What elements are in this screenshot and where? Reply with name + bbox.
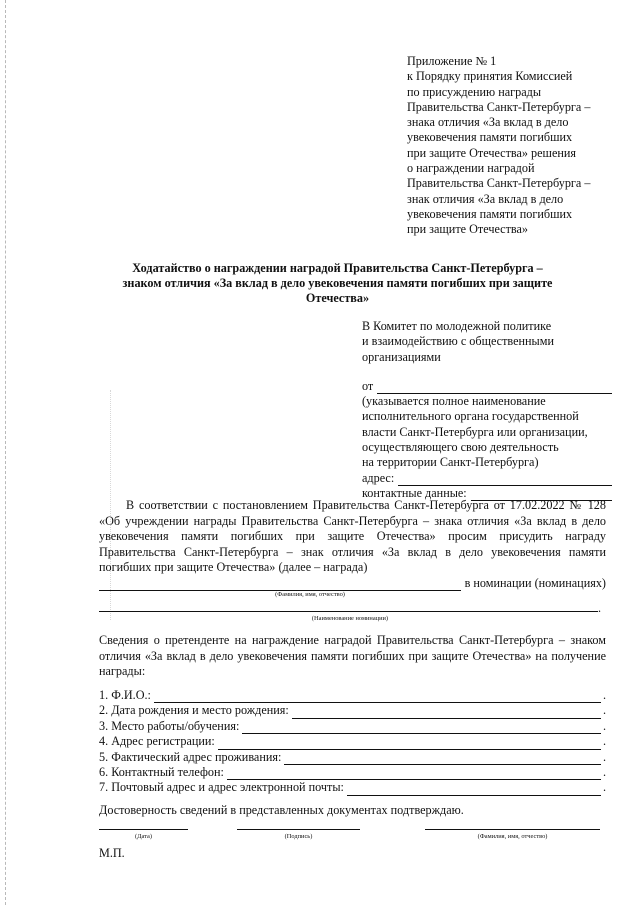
document-title (100, 261, 575, 307)
appendix-line: о награждении наградой (407, 161, 535, 176)
field-input-line[interactable] (242, 722, 601, 734)
field-work[interactable] (99, 719, 606, 734)
appendix-line: увековечения памяти погибших (407, 206, 573, 221)
signer-name-input-line[interactable] (425, 829, 600, 830)
caption-signer-name: (Фамилия, имя, отчество) (477, 833, 548, 840)
field-label: 1. Ф.И.О.: (99, 687, 151, 702)
caption-date: (Дата) (135, 833, 152, 840)
from-note-line: власти Санкт-Петербурга или организации, (362, 424, 588, 439)
title-line: Ходатайство о награждении наградой Правительства Санкт-Петербурга – (132, 261, 543, 275)
appendix-header (407, 54, 632, 238)
from-label: от (362, 378, 374, 393)
caption-signature: (Подпись) (284, 833, 313, 840)
field-end: . (602, 780, 606, 795)
field-label: 4. Адрес регистрации: (99, 734, 215, 749)
field-input-line[interactable] (292, 707, 601, 719)
petition-paragraph (99, 498, 606, 576)
nominee-input-line[interactable] (99, 579, 461, 591)
title-line: Отечества» (305, 291, 370, 306)
field-label: 7. Почтовый адрес и адрес электронной почты: (99, 780, 344, 795)
appendix-line: Приложение № 1 (407, 54, 497, 68)
appendix-line: по присуждению награды (407, 84, 542, 99)
field-input-line[interactable] (347, 784, 601, 796)
nomination-line-end: . (598, 601, 602, 615)
appendix-line: знак отличия «За вклад в дело (407, 191, 564, 206)
field-input-line[interactable] (227, 768, 601, 780)
from-note-line: (указывается полное наименование (362, 394, 546, 409)
field-input-line[interactable] (284, 753, 601, 765)
nominee-info-intro: Сведения о претенденте на награждение наградой Правительства Санкт-Петербурга – знаком отличия «За вклад в дело увековечения памяти погибших при защите Отечества» на получение награды: (99, 633, 606, 679)
address-field[interactable] (362, 471, 612, 486)
appendix-line: при защите Отечества» решения (407, 145, 577, 160)
contacts-label: контактные данные: (362, 485, 467, 500)
nominee-fields (99, 688, 606, 796)
field-registration[interactable] (99, 734, 606, 749)
field-end: . (602, 734, 606, 749)
appendix-line: знака отличия «За вклад в дело (407, 115, 569, 130)
nominee-field[interactable] (99, 576, 606, 591)
title-line: знаком отличия «За вклад в дело увековечения памяти погибших при защите (122, 276, 553, 291)
field-input-line[interactable] (154, 691, 601, 703)
address-input-line[interactable] (398, 474, 612, 486)
field-label: 3. Место работы/обучения: (99, 718, 240, 733)
field-end: . (602, 703, 606, 718)
field-end: . (602, 764, 606, 779)
scan-left-edge (5, 0, 6, 905)
from-note-line: на территории Санкт-Петербурга) (362, 455, 539, 470)
date-input-line[interactable] (99, 829, 188, 830)
appendix-line: увековечения памяти погибших (407, 130, 573, 145)
addressee-line: и взаимодействию с общественными (362, 334, 554, 349)
field-label: 6. Контактный телефон: (99, 764, 224, 779)
field-fio[interactable] (99, 688, 606, 703)
petition-text: В соответствии с постановлением Правительства Санкт-Петербурга от 17.02.2022 № 128 «Об учреждении награды Правительства Санкт-Петербурга – знака отличия «За вклад в дело увековечения памяти погибших при защите Отечества» просим присудить награду Правительства Санкт-Петербурга – знак отличия «За вклад в дело увековечения памяти погибших при защите Отечества» (далее – награда) (99, 498, 606, 575)
field-end: . (602, 687, 606, 702)
from-input-line[interactable] (377, 382, 612, 394)
appendix-line: Правительства Санкт-Петербурга – (407, 99, 591, 114)
confirmation-text: Достоверность сведений в представленных документах подтверждаю. (99, 803, 464, 817)
from-field[interactable] (362, 379, 612, 394)
field-end: . (602, 718, 606, 733)
appendix-line: Правительства Санкт-Петербурга – (407, 176, 591, 191)
field-label: 5. Фактический адрес проживания: (99, 749, 282, 764)
field-phone[interactable] (99, 765, 606, 780)
field-actual-address[interactable] (99, 750, 606, 765)
addressee-line: организациями (362, 349, 441, 364)
from-note-line: осуществляющего свою деятельность (362, 440, 559, 455)
appendix-line: к Порядку принятия Комиссией (407, 69, 573, 84)
nomination-input-line[interactable] (99, 611, 598, 612)
field-input-line[interactable] (218, 738, 601, 750)
field-end: . (602, 749, 606, 764)
nomination-suffix: в номинации (номинациях) (464, 576, 606, 590)
address-label: адрес: (362, 470, 395, 485)
appendix-line: при защите Отечества» (407, 222, 529, 237)
signature-input-line[interactable] (237, 829, 360, 830)
caption-nomination: (Наименование номинации) (311, 615, 389, 622)
seal-placeholder: М.П. (99, 846, 125, 860)
field-birth[interactable] (99, 703, 606, 718)
caption-fio: (Фамилия, имя, отчество) (275, 591, 345, 598)
from-note-line: исполнительного органа государственной (362, 409, 579, 424)
addressee-block (362, 319, 612, 501)
field-label: 2. Дата рождения и место рождения: (99, 703, 289, 718)
field-postal-email[interactable] (99, 780, 606, 795)
addressee-line: В Комитет по молодежной политике (362, 319, 552, 333)
